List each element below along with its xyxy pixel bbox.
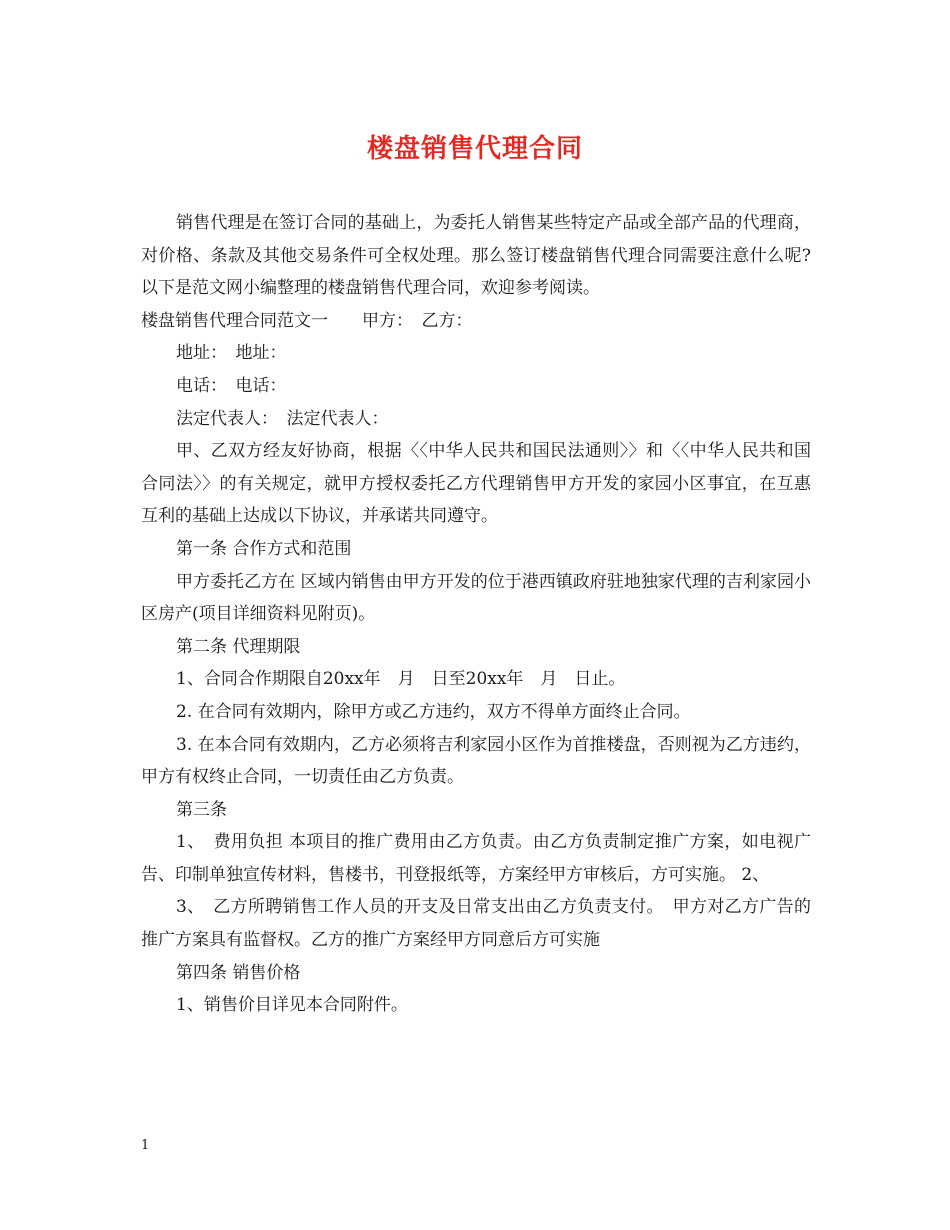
clause-4-1: 1、销售价目详见本合同附件。: [176, 995, 408, 1016]
heading-article-4: 第四条 销售价格: [176, 962, 301, 983]
document-body: [141, 207, 811, 1022]
heading-article-2: 第二条 代理期限: [176, 636, 301, 657]
paragraph-phone: 电话： 电话：: [176, 375, 287, 396]
document-title: 楼盘销售代理合同: [366, 134, 583, 164]
paragraph-parties: 楼盘销售代理合同范文一 甲方： 乙方：: [141, 310, 473, 331]
paragraph-agreement: 甲、乙双方经友好协商，根据〈〈中华人民共和国民法通则〉〉和〈〈中华人民共和国合同法〉〉的有关规定，就甲方授权委托乙方代理销售甲方开发的家园小区事宜，在互惠互利的基础上达成以下协议，并承诺共同遵守。: [141, 441, 811, 527]
paragraph-article-1: 甲方委托乙方在 区域内销售由甲方开发的位于港西镇政府驻地独家代理的吉利家园小区房产(项目详细资料见附页)。: [141, 571, 811, 625]
heading-article-1: 第一条 合作方式和范围: [176, 538, 352, 559]
paragraph-intro: 销售代理是在签订合同的基础上，为委托人销售某些特定产品或全部产品的代理商，对价格、条款及其他交易条件可全权处理。那么签订楼盘销售代理合同需要注意什么呢?以下是范文网小编整理的楼盘销售代理合同，欢迎参考阅读。: [141, 213, 811, 299]
clause-2-3: 3. 在本合同有效期内，乙方必须将吉利家园小区作为首推楼盘，否则视为乙方违约，甲方有权终止合同，一切责任由乙方负责。: [141, 734, 811, 788]
clause-3-1: 1、 费用负担 本项目的推广费用由乙方负责。由乙方负责制定推广方案，如电视广告、印制单独宣传材料，售楼书，刊登报纸等，方案经甲方审核后，方可实施。 2、: [141, 832, 811, 885]
heading-article-3: 第三条: [176, 799, 227, 820]
paragraph-address: 地址： 地址：: [176, 343, 287, 364]
page-number: 1: [141, 1138, 150, 1153]
clause-2-1: 1、合同合作期限自20xx年 月 日至20xx年 月 日止。: [176, 669, 626, 690]
paragraph-legal-rep: 法定代表人： 法定代表人：: [176, 408, 389, 429]
clause-2-2: 2. 在合同有效期内，除甲方或乙方违约，双方不得单方面终止合同。: [176, 701, 691, 722]
clause-3-3: 3、 乙方所聘销售工作人员的开支及日常支出由乙方负责支付。 甲方对乙方广告的推广方案具有监督权。乙方的推广方案经甲方同意后方可实施: [141, 897, 811, 951]
